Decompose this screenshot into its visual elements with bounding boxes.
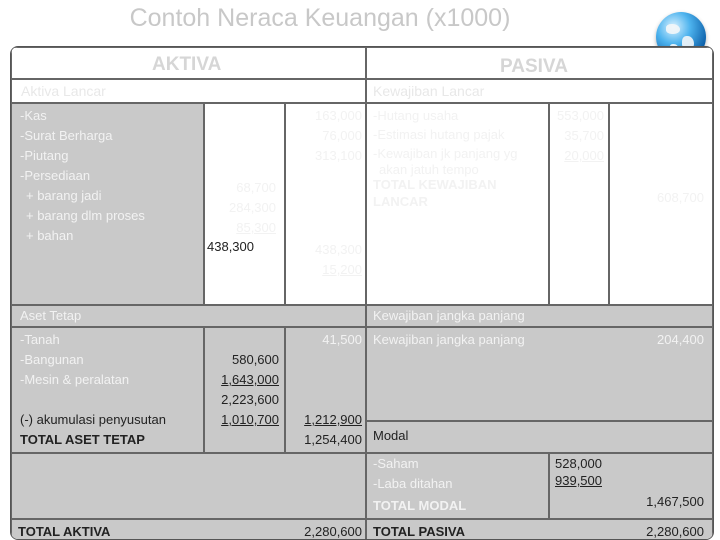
aktiva-spacer-cell — [11, 453, 366, 519]
page-title: Contoh Neraca Keuangan (x1000) — [129, 4, 511, 32]
aktiva-lancar-sub — [229, 178, 276, 238]
list-item: + barang jadi — [26, 188, 102, 203]
aktiva-lancar-items-cell — [11, 103, 204, 305]
kewajiban-total-value: 608,700 — [657, 190, 704, 205]
value: 15,200 — [322, 262, 362, 277]
pasiva-header-cell — [366, 47, 713, 79]
list-item: -Surat Berharga — [20, 128, 113, 143]
sub-value: 1,010,700 — [221, 412, 279, 427]
list-item: -Estimasi hutang pajak — [373, 127, 505, 142]
list-item: -Laba ditahan — [373, 476, 453, 491]
list-item: -Persediaan — [20, 168, 91, 183]
jp-block-cell — [366, 327, 713, 421]
total-aktiva-label: TOTAL AKTIVA — [18, 524, 111, 539]
total-pasiva-cell — [366, 519, 713, 540]
aset-tetap-label-cell — [11, 305, 366, 327]
tanah-value: 41,500 — [322, 332, 362, 347]
total-pasiva-value: 2,280,600 — [646, 524, 704, 539]
list-item: -Mesin & peralatan — [20, 372, 130, 387]
sub-value: 1,643,000 — [221, 372, 279, 387]
list-item: -Saham — [373, 456, 419, 471]
value: 438,300 — [315, 242, 362, 257]
aset-tetap-sub-cell — [204, 327, 285, 453]
sub-value: 580,600 — [232, 352, 279, 367]
value: 76,000 — [322, 128, 362, 143]
aktiva-header-cell — [11, 47, 366, 79]
value: 163,000 — [315, 108, 362, 123]
aset-tetap-values-cell — [285, 327, 366, 453]
list-item: -Bangunan — [20, 352, 84, 367]
aktiva-lancar-label: Aktiva Lancar — [21, 83, 106, 99]
modal-label-cell — [366, 421, 713, 453]
aset-tetap-sub — [221, 350, 279, 430]
list-item: -Piutang — [20, 148, 69, 163]
aktiva-lancar-items — [20, 106, 145, 250]
persediaan-total: 438,300 — [207, 239, 254, 254]
kewajiban-items — [373, 106, 518, 210]
modal-values-cell — [549, 453, 713, 519]
sub-value: 939,500 — [555, 473, 602, 488]
list-item: TOTAL KEWAJIBAN — [373, 177, 497, 192]
aktiva-lancar-values-lower — [315, 240, 362, 280]
sub-value: 35,700 — [564, 128, 604, 143]
modal-label: Modal — [373, 428, 409, 443]
list-item: + bahan — [26, 228, 74, 243]
jp-item: Kewajiban jangka panjang — [373, 332, 525, 347]
kewajiban-lancar-label: Kewajiban Lancar — [373, 83, 485, 99]
jp-label: Kewajiban jangka panjang — [373, 308, 525, 323]
total-modal-value: 1,467,500 — [646, 494, 704, 509]
modal-items-cell — [366, 453, 549, 519]
total-aset-tetap-label: TOTAL ASET TETAP — [20, 432, 145, 447]
kewajiban-sub — [557, 106, 604, 166]
sub-value: 528,000 — [555, 456, 602, 471]
aktiva-header: AKTIVA — [152, 54, 222, 75]
list-item: + barang dlm proses — [26, 208, 145, 223]
total-aset-tetap-value: 1,254,400 — [304, 432, 362, 447]
aktiva-lancar-values-cell — [285, 103, 366, 305]
sub-value: 284,300 — [229, 200, 276, 215]
aset-tetap-items — [20, 330, 129, 390]
jp-label-cell — [366, 305, 713, 327]
kewajiban-sub-cell — [549, 103, 609, 305]
list-item: -Tanah — [20, 332, 60, 347]
list-item: -Kewajiban jk panjang yg — [373, 146, 518, 161]
list-item: -Kas — [20, 108, 47, 123]
kewajiban-total-cell — [609, 103, 713, 305]
aktiva-lancar-sub-cell — [204, 103, 285, 305]
sub-value: 2,223,600 — [221, 392, 279, 407]
balance-sheet-table — [10, 46, 714, 540]
list-item: akan jatuh tempo — [379, 162, 479, 177]
aktiva-lancar-label-cell — [11, 79, 366, 103]
sub-value: 85,300 — [236, 220, 276, 235]
value: 313,100 — [315, 148, 362, 163]
kewajiban-lancar-label-cell — [366, 79, 713, 103]
akumulasi-label: (-) akumulasi penyusutan — [20, 412, 166, 427]
akumulasi-value: 1,212,900 — [304, 412, 362, 427]
sub-value: 68,700 — [236, 180, 276, 195]
total-modal-label: TOTAL MODAL — [373, 498, 467, 513]
total-aktiva-cell — [11, 519, 366, 540]
aset-tetap-label: Aset Tetap — [20, 308, 82, 323]
kewajiban-items-cell — [366, 103, 549, 305]
list-item: LANCAR — [373, 194, 428, 209]
total-pasiva-label: TOTAL PASIVA — [373, 524, 465, 539]
sub-value: 553,000 — [557, 108, 604, 123]
list-item: -Hutang usaha — [373, 108, 459, 123]
total-aktiva-value: 2,280,600 — [304, 524, 362, 539]
aset-tetap-items-cell — [11, 327, 204, 453]
pasiva-header: PASIVA — [500, 56, 568, 77]
modal-items — [373, 454, 453, 494]
sub-value: 20,000 — [564, 148, 604, 163]
aktiva-lancar-values — [315, 106, 362, 166]
modal-sub — [555, 454, 602, 488]
jp-value: 204,400 — [657, 332, 704, 347]
